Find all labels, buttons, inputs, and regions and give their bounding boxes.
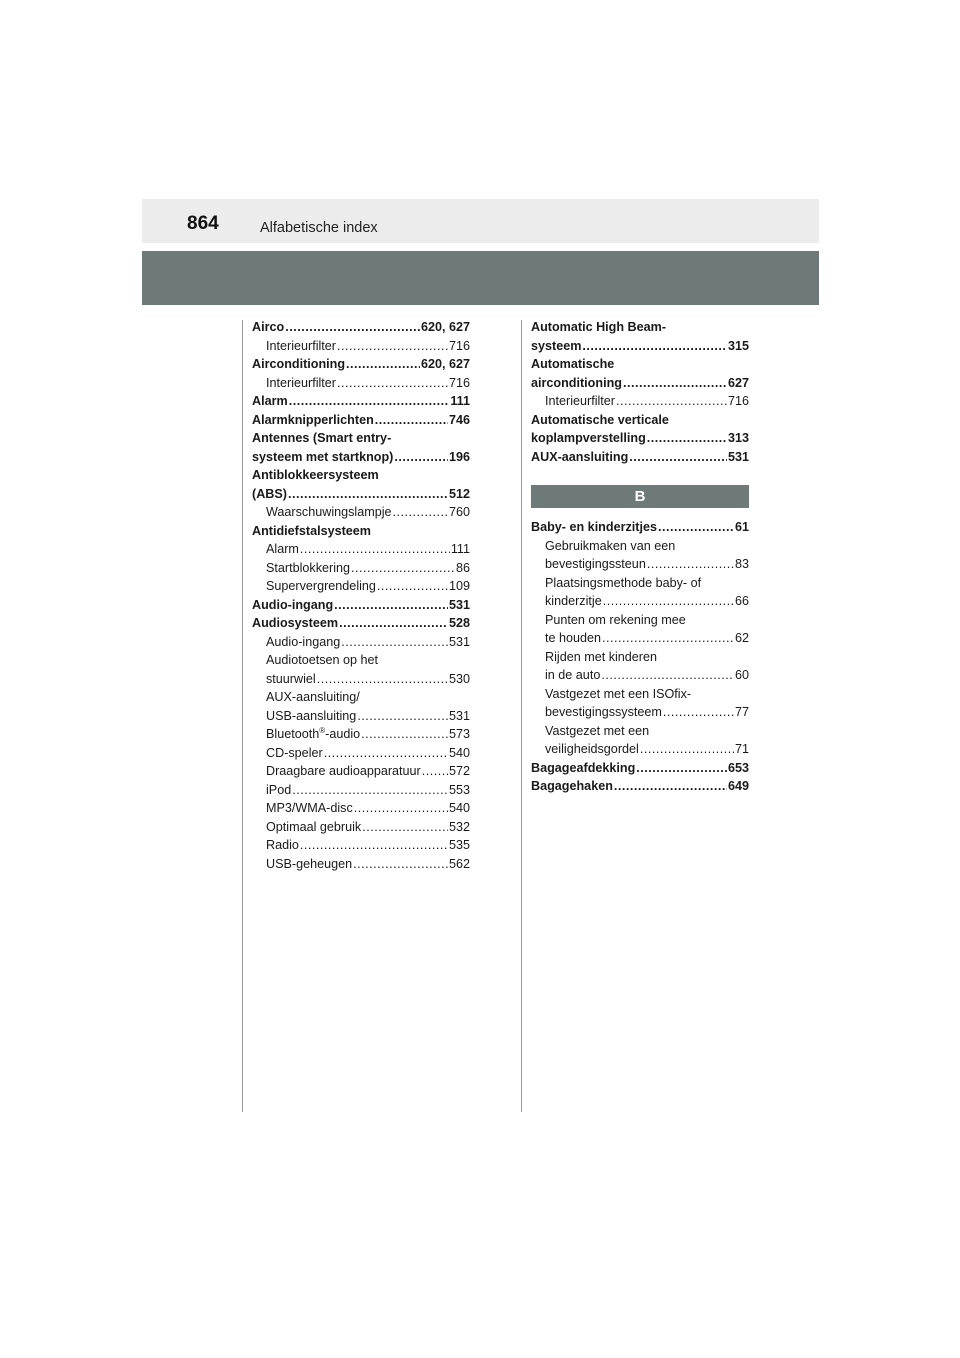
dot-leader [394,448,448,467]
entry-line: Antennes (Smart entry- [252,431,392,445]
page-reference: 71 [734,742,749,756]
entry-text: Bagagehaken [531,779,613,793]
entry-line-continued [531,337,749,356]
dot-leader [317,670,448,689]
entry-line [266,762,470,781]
entry-line: Vastgezet met een ISOfix- [545,686,692,701]
entry-text: bevestigingssysteem [545,705,662,719]
page-reference: 196 [448,449,470,464]
entry-text: Interieurfilter [545,394,615,408]
page-reference: 77 [734,705,749,719]
entry-text: Draagbare audioapparatuur [266,764,421,778]
entry-text: iPod [266,782,292,797]
entry-text: Alarm [252,394,288,408]
entry-line [266,744,470,763]
dot-leader [285,318,420,337]
entry-text: MP3/WMA-disc [266,801,353,815]
letter-heading-b: B [531,485,749,508]
dot-leader [629,448,727,467]
dot-leader [663,703,734,722]
index-entry [252,466,470,503]
page-reference: 83 [734,557,749,571]
dot-leader [393,503,448,522]
page-reference: 528 [448,616,470,630]
index-subentry [252,374,470,393]
dot-leader [636,759,727,778]
dot-leader [623,374,727,393]
index-subentry [531,611,749,648]
entry-line: Antiblokkeersysteem [252,468,379,482]
page-reference: 627 [727,375,749,390]
dot-leader [582,337,727,356]
entry-line: Rijden met kinderen [545,649,658,664]
entry-text: Airconditioning [252,357,346,371]
index-subentry [252,337,470,356]
dot-leader [354,799,448,818]
entry-line [266,337,470,356]
entry-text: Alarmknipperlichten [252,412,374,427]
entry-text-suffix: -audio [325,727,361,741]
dot-leader [601,666,734,685]
page-reference: 746 [448,412,470,427]
entry-line-continued [545,703,749,722]
page-reference: 61 [734,520,749,534]
page-reference: 532 [448,819,470,834]
index-subentry [252,818,470,837]
index-subentry [252,688,470,725]
entry-line: Punten om rekening mee [545,612,686,627]
entry-line-continued [266,670,470,689]
page-reference: 530 [448,671,470,686]
entry-line-continued [545,555,749,574]
page-reference: 653 [727,760,749,775]
entry-line-continued [531,429,749,448]
entry-text: in de auto [545,668,601,682]
entry-text: Audio-ingang [266,634,341,649]
index-column-right [531,318,749,796]
entry-line [266,503,470,522]
page-reference: 86 [455,560,470,575]
dot-leader [346,355,420,374]
dot-leader [375,411,448,430]
index-subentry [531,648,749,685]
entry-line: Antidiefstalsysteem [252,523,371,538]
entry-line: Automatic High Beam- [531,320,667,334]
index-entry [531,448,749,467]
index-subentry [252,577,470,596]
dot-leader [422,762,448,781]
entry-text: Audiosysteem [252,616,339,630]
dot-leader [300,540,450,559]
dot-leader [337,337,448,356]
dot-leader [647,429,727,448]
entry-text: systeem met startknop) [252,449,394,464]
page-reference: 109 [448,579,470,593]
page-reference: 716 [727,394,749,408]
page-reference: 716 [448,338,470,353]
index-subentry [252,799,470,818]
entry-text: Bluetooth®-audio [266,725,361,741]
section-title: Alfabetische index [260,220,378,236]
page-reference: 111 [450,542,470,556]
entry-line-continued [252,485,470,504]
index-entry [252,355,470,374]
entry-line [266,725,470,744]
dot-leader [334,596,448,615]
entry-line [252,392,470,411]
entry-text: te houden [545,631,602,645]
dot-leader [353,855,448,874]
entry-line: Audiotoetsen op het [266,653,379,667]
entry-line: Automatische [531,357,615,371]
entry-text: stuurwiel [266,671,316,686]
page-reference: 716 [448,375,470,390]
index-group-a-continued [531,318,749,466]
entry-text: Optimaal gebruik [266,819,362,834]
entry-line [266,855,470,874]
dot-leader [357,707,448,726]
entry-text: Bagageafdekking [531,760,636,775]
index-entry [252,392,470,411]
entry-text: Radio [266,838,299,852]
index-entry [531,759,749,778]
entry-line [266,577,470,596]
entry-text: bevestigingssteun [545,557,646,571]
entry-line-continued [545,666,749,685]
dot-leader [300,836,448,855]
dot-leader [603,592,734,611]
index-subentry [252,725,470,744]
entry-line [252,596,470,615]
page-reference: 512 [448,486,470,501]
entry-line-continued [545,592,749,611]
dot-leader [647,555,734,574]
entry-line [266,799,470,818]
entry-line [266,818,470,837]
dot-leader [337,374,448,393]
page-reference: 573 [448,727,470,741]
entry-text: Alarm [266,542,299,556]
page-reference: 553 [448,782,470,797]
entry-text: veiligheidsgordel [545,742,639,756]
entry-line [531,759,749,778]
page-reference: 620, 627 [420,357,470,371]
entry-text: CD-speler [266,745,323,760]
index-subentry [531,685,749,722]
page-reference: 535 [448,838,470,852]
dot-leader [339,614,448,633]
index-subentry [252,559,470,578]
index-subentry [252,744,470,763]
index-entry [531,318,749,355]
dot-leader [658,518,734,537]
index-subentry [252,651,470,688]
header-dark-band [142,251,819,305]
entry-text: systeem [531,338,582,353]
page-reference: 649 [727,779,749,793]
entry-line-continued [545,740,749,759]
page-reference: 60 [734,668,749,682]
index-entry [252,522,470,541]
page-reference: 620, 627 [420,320,470,334]
entry-text: Airco [252,320,285,334]
entry-text: Startblokkering [266,560,350,575]
page-reference: 572 [448,764,470,778]
entry-line [252,411,470,430]
dot-leader [362,818,448,837]
header-band [142,199,819,243]
left-column-rule [242,320,243,1112]
index-column-left [252,318,470,873]
entry-line [252,318,470,337]
entry-line-continued [252,448,470,467]
index-subentry [531,537,749,574]
dot-leader [377,577,448,596]
page-reference: 111 [450,394,470,408]
index-subentry [252,855,470,874]
dot-leader [361,725,448,744]
entry-text: USB-geheugen [266,856,353,871]
page-reference: 315 [727,338,749,353]
page-reference: 66 [734,594,749,608]
page-number: 864 [187,213,219,234]
entry-line [252,355,470,374]
entry-text: AUX-aansluiting [531,449,629,464]
index-entry [531,355,749,374]
dot-leader [324,744,448,763]
entry-line [545,392,749,411]
dot-leader [640,740,734,759]
index-entry [252,318,470,337]
index-subentry [252,836,470,855]
index-entry [252,596,470,615]
index-group-b [531,518,749,796]
entry-line [266,540,470,559]
dot-leader [341,633,448,652]
page-reference: 531 [448,634,470,649]
entry-line [266,836,470,855]
dot-leader [289,392,450,411]
index-subentry [531,574,749,611]
entry-text: (ABS) [252,486,287,501]
entry-line-continued [266,707,470,726]
page-reference: 760 [448,505,470,519]
entry-line [266,781,470,800]
dot-leader [351,559,455,578]
entry-text: USB-aansluiting [266,708,357,723]
entry-text: Interieurfilter [266,375,336,390]
index-entry [252,411,470,430]
index-entry [531,518,749,537]
page-reference: 531 [448,597,470,612]
entry-line-continued [545,629,749,648]
page-reference: 313 [727,431,749,445]
index-entry [531,374,749,393]
entry-line [531,777,749,796]
entry-text: Waarschuwingslampje [266,505,392,519]
entry-text: kinderzitje [545,594,602,608]
entry-line: Plaatsingsmethode baby- of [545,575,702,590]
entry-line [531,374,749,393]
index-subentry [252,540,470,559]
page-reference: 540 [448,745,470,760]
entry-text: Interieurfilter [266,338,336,353]
entry-line [531,518,749,537]
page-reference: 540 [448,801,470,815]
index-subentry [252,503,470,522]
entry-text: Supervergrendeling [266,579,376,593]
index-subentry [531,722,749,759]
entry-line [252,614,470,633]
entry-text: Baby- en kinderzitjes [531,520,657,534]
entry-line: Vastgezet met een [545,723,650,738]
middle-column-rule [521,320,522,1112]
entry-line [266,559,470,578]
dot-leader [292,781,448,800]
page-reference: 62 [734,631,749,645]
entry-text: Audio-ingang [252,597,334,612]
entry-text: airconditioning [531,375,622,390]
entry-line [531,448,749,467]
entry-line: Gebruikmaken van een [545,538,676,553]
page-reference: 531 [448,708,470,723]
index-subentry [252,633,470,652]
index-subentry [531,392,749,411]
dot-leader [288,485,448,504]
dot-leader [602,629,734,648]
index-subentry [252,781,470,800]
dot-leader [614,777,727,796]
dot-leader [616,392,727,411]
entry-line [266,374,470,393]
registered-mark: ® [319,725,326,735]
entry-line: Automatische verticale [531,412,669,427]
page-reference: 562 [448,856,470,871]
index-entry [252,614,470,633]
entry-line [266,633,470,652]
page-reference: 531 [727,449,749,464]
index-entry [252,429,470,466]
entry-text: koplampverstelling [531,431,646,445]
index-subentry [252,762,470,781]
index-entry [531,777,749,796]
entry-line: AUX-aansluiting/ [266,690,360,704]
index-entry [531,411,749,448]
